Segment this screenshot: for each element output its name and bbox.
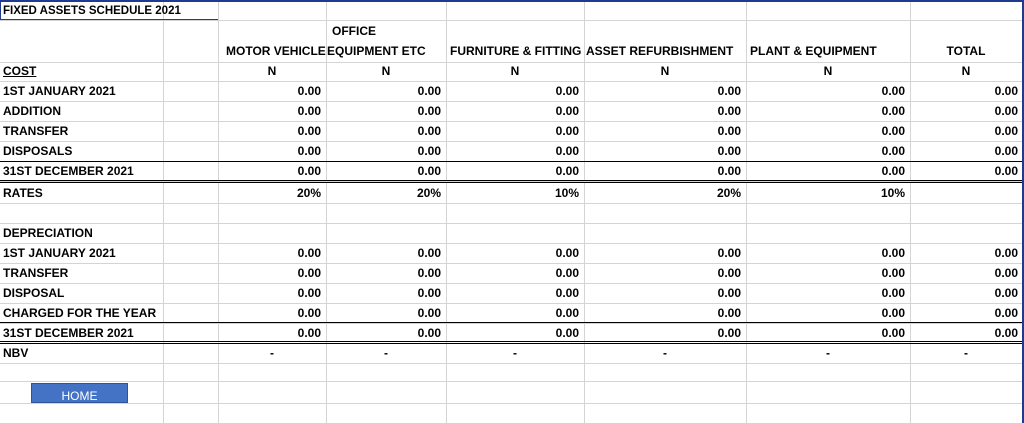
header-furniture-fitting: FURNITURE & FITTING bbox=[450, 44, 582, 58]
value-cell[interactable]: 0.00 bbox=[717, 286, 741, 300]
value-cell[interactable]: - bbox=[964, 346, 968, 360]
value-cell[interactable]: 0.00 bbox=[717, 104, 741, 118]
value-cell[interactable]: 0.00 bbox=[555, 306, 579, 320]
value-cell[interactable]: 0.00 bbox=[881, 144, 905, 158]
header-motor-vehicle: MOTOR VEHICLE bbox=[226, 44, 326, 58]
value-cell[interactable]: 20% bbox=[416, 186, 441, 200]
section-label-depreciation: DEPRECIATION bbox=[3, 226, 93, 240]
sheet-top-border bbox=[0, 0, 1024, 2]
value-cell[interactable]: 0.00 bbox=[555, 286, 579, 300]
value-cell[interactable]: 0.00 bbox=[555, 164, 579, 178]
row-gridline bbox=[0, 363, 1024, 364]
value-cell[interactable]: 0.00 bbox=[994, 246, 1018, 260]
value-cell[interactable]: 0.00 bbox=[417, 246, 441, 260]
row-label: ADDITION bbox=[3, 104, 61, 118]
home-button[interactable]: HOME bbox=[31, 383, 128, 403]
value-cell[interactable]: 0.00 bbox=[417, 326, 441, 340]
row-label: 31ST DECEMBER 2021 bbox=[3, 164, 134, 178]
value-cell[interactable]: 0.00 bbox=[297, 326, 321, 340]
value-cell[interactable]: 0.00 bbox=[881, 306, 905, 320]
row-label: 31ST DECEMBER 2021 bbox=[3, 326, 134, 340]
value-cell[interactable]: - bbox=[663, 346, 667, 360]
header-asset-refurbishment: ASSET REFURBISHMENT bbox=[586, 44, 734, 58]
value-cell[interactable]: 0.00 bbox=[417, 164, 441, 178]
header-plant-equipment: PLANT & EQUIPMENT bbox=[750, 44, 877, 58]
value-cell[interactable]: 0.00 bbox=[881, 164, 905, 178]
value-cell[interactable]: 0.00 bbox=[417, 286, 441, 300]
row-label: NBV bbox=[3, 346, 29, 360]
currency-label: N bbox=[823, 64, 833, 78]
value-cell[interactable]: 0.00 bbox=[717, 84, 741, 98]
value-cell[interactable]: 0.00 bbox=[555, 266, 579, 280]
value-cell[interactable] bbox=[940, 183, 1020, 203]
value-cell[interactable]: - bbox=[826, 346, 830, 360]
value-cell[interactable]: 0.00 bbox=[881, 84, 905, 98]
column-gridline bbox=[218, 0, 219, 423]
value-cell[interactable]: 10% bbox=[880, 186, 905, 200]
value-cell[interactable]: 0.00 bbox=[297, 104, 321, 118]
value-cell[interactable]: 20% bbox=[716, 186, 741, 200]
column-gridline bbox=[746, 0, 747, 423]
value-cell[interactable]: 0.00 bbox=[994, 326, 1018, 340]
value-cell[interactable]: 0.00 bbox=[555, 246, 579, 260]
value-cell[interactable]: 0.00 bbox=[297, 306, 321, 320]
value-cell[interactable]: - bbox=[270, 346, 274, 360]
value-cell[interactable]: 0.00 bbox=[297, 266, 321, 280]
value-cell[interactable]: 0.00 bbox=[555, 144, 579, 158]
value-cell[interactable]: - bbox=[384, 346, 388, 360]
value-cell[interactable]: 0.00 bbox=[881, 266, 905, 280]
value-cell[interactable]: 0.00 bbox=[994, 266, 1018, 280]
value-cell[interactable]: 0.00 bbox=[717, 326, 741, 340]
currency-label: N bbox=[660, 64, 670, 78]
column-gridline bbox=[910, 0, 911, 423]
value-cell[interactable]: 0.00 bbox=[297, 286, 321, 300]
value-cell[interactable]: 0.00 bbox=[881, 246, 905, 260]
value-cell[interactable]: 0.00 bbox=[417, 104, 441, 118]
value-cell[interactable]: 0.00 bbox=[717, 266, 741, 280]
value-cell[interactable]: 0.00 bbox=[417, 124, 441, 138]
row-label: 1ST JANUARY 2021 bbox=[3, 84, 116, 98]
row-label: RATES bbox=[3, 186, 43, 200]
value-cell[interactable]: - bbox=[513, 346, 517, 360]
value-cell[interactable]: 0.00 bbox=[555, 326, 579, 340]
value-cell[interactable]: 0.00 bbox=[555, 104, 579, 118]
column-gridline bbox=[326, 0, 327, 423]
column-gridline bbox=[446, 0, 447, 423]
row-label: CHARGED FOR THE YEAR bbox=[3, 306, 157, 320]
currency-label: N bbox=[961, 64, 971, 78]
value-cell[interactable]: 0.00 bbox=[417, 144, 441, 158]
row-label: DISPOSALS bbox=[3, 144, 73, 158]
value-cell[interactable]: 0.00 bbox=[717, 246, 741, 260]
currency-label: N bbox=[267, 64, 277, 78]
value-cell[interactable]: 0.00 bbox=[994, 306, 1018, 320]
value-cell[interactable]: 0.00 bbox=[717, 306, 741, 320]
value-cell[interactable]: 0.00 bbox=[717, 124, 741, 138]
value-cell[interactable]: 20% bbox=[296, 186, 321, 200]
value-cell[interactable]: 0.00 bbox=[297, 144, 321, 158]
value-cell[interactable]: 0.00 bbox=[994, 286, 1018, 300]
value-cell[interactable]: 0.00 bbox=[881, 124, 905, 138]
value-cell[interactable]: 0.00 bbox=[881, 104, 905, 118]
value-cell[interactable]: 0.00 bbox=[881, 286, 905, 300]
value-cell[interactable]: 0.00 bbox=[994, 124, 1018, 138]
value-cell[interactable]: 0.00 bbox=[417, 266, 441, 280]
value-cell[interactable]: 0.00 bbox=[555, 84, 579, 98]
header-total: TOTAL bbox=[946, 44, 986, 58]
value-cell[interactable]: 0.00 bbox=[994, 164, 1018, 178]
value-cell[interactable]: 0.00 bbox=[417, 306, 441, 320]
value-cell[interactable]: 0.00 bbox=[717, 144, 741, 158]
row-label: DISPOSAL bbox=[3, 286, 65, 300]
value-cell[interactable]: 0.00 bbox=[994, 104, 1018, 118]
value-cell[interactable]: 0.00 bbox=[297, 164, 321, 178]
currency-label: N bbox=[381, 64, 391, 78]
row-label: 1ST JANUARY 2021 bbox=[3, 246, 116, 260]
row-gridline bbox=[0, 381, 1024, 382]
header-office-top: OFFICE bbox=[332, 24, 376, 38]
currency-label: N bbox=[510, 64, 520, 78]
value-cell[interactable]: 0.00 bbox=[717, 164, 741, 178]
value-cell[interactable]: 0.00 bbox=[881, 326, 905, 340]
value-cell[interactable]: 10% bbox=[554, 186, 579, 200]
row-gridline bbox=[0, 403, 1024, 404]
value-cell[interactable]: 0.00 bbox=[417, 84, 441, 98]
row-label: TRANSFER bbox=[3, 266, 69, 280]
row-gridline bbox=[0, 203, 1024, 204]
column-gridline bbox=[584, 0, 585, 423]
value-cell[interactable]: 0.00 bbox=[297, 124, 321, 138]
value-cell[interactable]: 0.00 bbox=[994, 84, 1018, 98]
row-label: TRANSFER bbox=[3, 124, 69, 138]
section-label-cost: COST bbox=[3, 64, 37, 78]
header-office-equipment: EQUIPMENT ETC bbox=[327, 44, 426, 58]
value-cell[interactable]: 0.00 bbox=[297, 84, 321, 98]
value-cell[interactable]: 0.00 bbox=[297, 246, 321, 260]
sheet-title: FIXED ASSETS SCHEDULE 2021 bbox=[3, 5, 181, 17]
value-cell[interactable]: 0.00 bbox=[994, 144, 1018, 158]
value-cell[interactable]: 0.00 bbox=[555, 124, 579, 138]
